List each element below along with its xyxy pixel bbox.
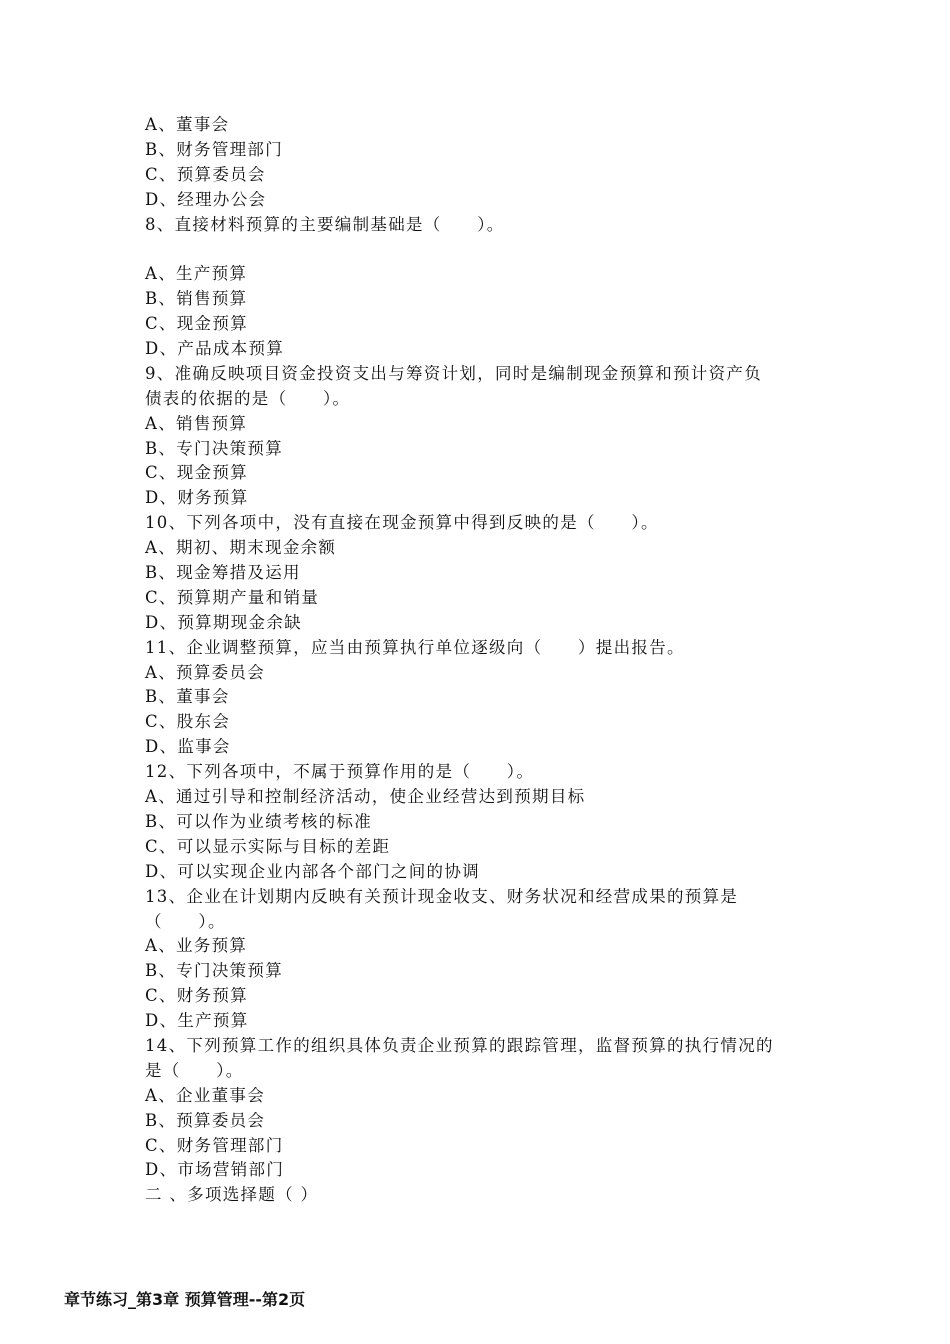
- option-text: D、财务预算: [145, 488, 249, 508]
- question-text: 10、下列各项中，没有直接在现金预算中得到反映的是（ ）。: [145, 513, 659, 533]
- option-text: D、产品成本预算: [145, 339, 285, 359]
- option-text: B、销售预算: [145, 289, 248, 309]
- option-text: D、生产预算: [145, 1011, 249, 1031]
- option-text: D、监事会: [145, 737, 231, 757]
- question-text: 11、企业调整预算，应当由预算执行单位逐级向（ ）提出报告。: [145, 637, 685, 657]
- option-text: C、预算期产量和销量: [145, 587, 320, 607]
- text-line: 债表的依据的是（ ）。: [145, 388, 351, 408]
- blank-line: [145, 237, 815, 262]
- option-text: D、预算期现金余缺: [145, 612, 302, 632]
- option-text: A、期初、期末现金余额: [145, 538, 337, 558]
- question-text: 12、下列各项中，不属于预算作用的是（ ）。: [145, 762, 535, 782]
- option-text: D、市场营销部门: [145, 1160, 285, 1180]
- option-text: B、董事会: [145, 687, 230, 707]
- page-footer: 章节练习_第3章 预算管理--第2页: [64, 1290, 306, 1309]
- question-text: 9、准确反映项目资金投资支出与筹资计划，同时是编制现金预算和预计资产负: [145, 363, 762, 383]
- text-line: 是（ ）。: [145, 1060, 244, 1080]
- text-line: （ ）。: [145, 911, 226, 931]
- question-text: 14、下列预算工作的组织具体负责企业预算的跟踪管理，监督预算的执行情况的: [145, 1035, 774, 1055]
- option-text: B、专门决策预算: [145, 961, 284, 981]
- option-text: C、现金预算: [145, 463, 248, 483]
- option-text: A、预算委员会: [145, 662, 266, 682]
- option-text: A、销售预算: [145, 413, 248, 433]
- option-text: C、现金预算: [145, 314, 248, 334]
- option-text: A、董事会: [145, 115, 230, 134]
- option-text: B、现金筹措及运用: [145, 563, 301, 583]
- question-text: 13、企业在计划期内反映有关预计现金收支、财务状况和经营成果的预算是: [145, 886, 739, 906]
- option-text: C、可以显示实际与目标的差距: [145, 836, 391, 856]
- section-heading: 二 、多项选择题（ ）: [145, 1185, 319, 1205]
- option-text: B、财务管理部门: [145, 139, 284, 159]
- option-text: D、经理办公会: [145, 189, 267, 209]
- option-text: D、可以实现企业内部各个部门之间的协调: [145, 861, 480, 881]
- question-list: [145, 113, 815, 1208]
- option-text: A、生产预算: [145, 264, 248, 284]
- option-text: B、专门决策预算: [145, 438, 284, 458]
- option-text: C、财务管理部门: [145, 1135, 284, 1155]
- option-text: C、预算委员会: [145, 164, 266, 184]
- option-text: C、股东会: [145, 712, 231, 732]
- option-text: A、通过引导和控制经济活动，使企业经营达到预期目标: [145, 787, 586, 807]
- option-text: B、预算委员会: [145, 1110, 266, 1130]
- option-text: B、可以作为业绩考核的标准: [145, 811, 373, 831]
- option-text: A、企业董事会: [145, 1085, 266, 1105]
- question-text: 8、直接材料预算的主要编制基础是（ ）。: [145, 214, 505, 234]
- option-text: A、业务预算: [145, 936, 248, 956]
- option-text: C、财务预算: [145, 986, 248, 1006]
